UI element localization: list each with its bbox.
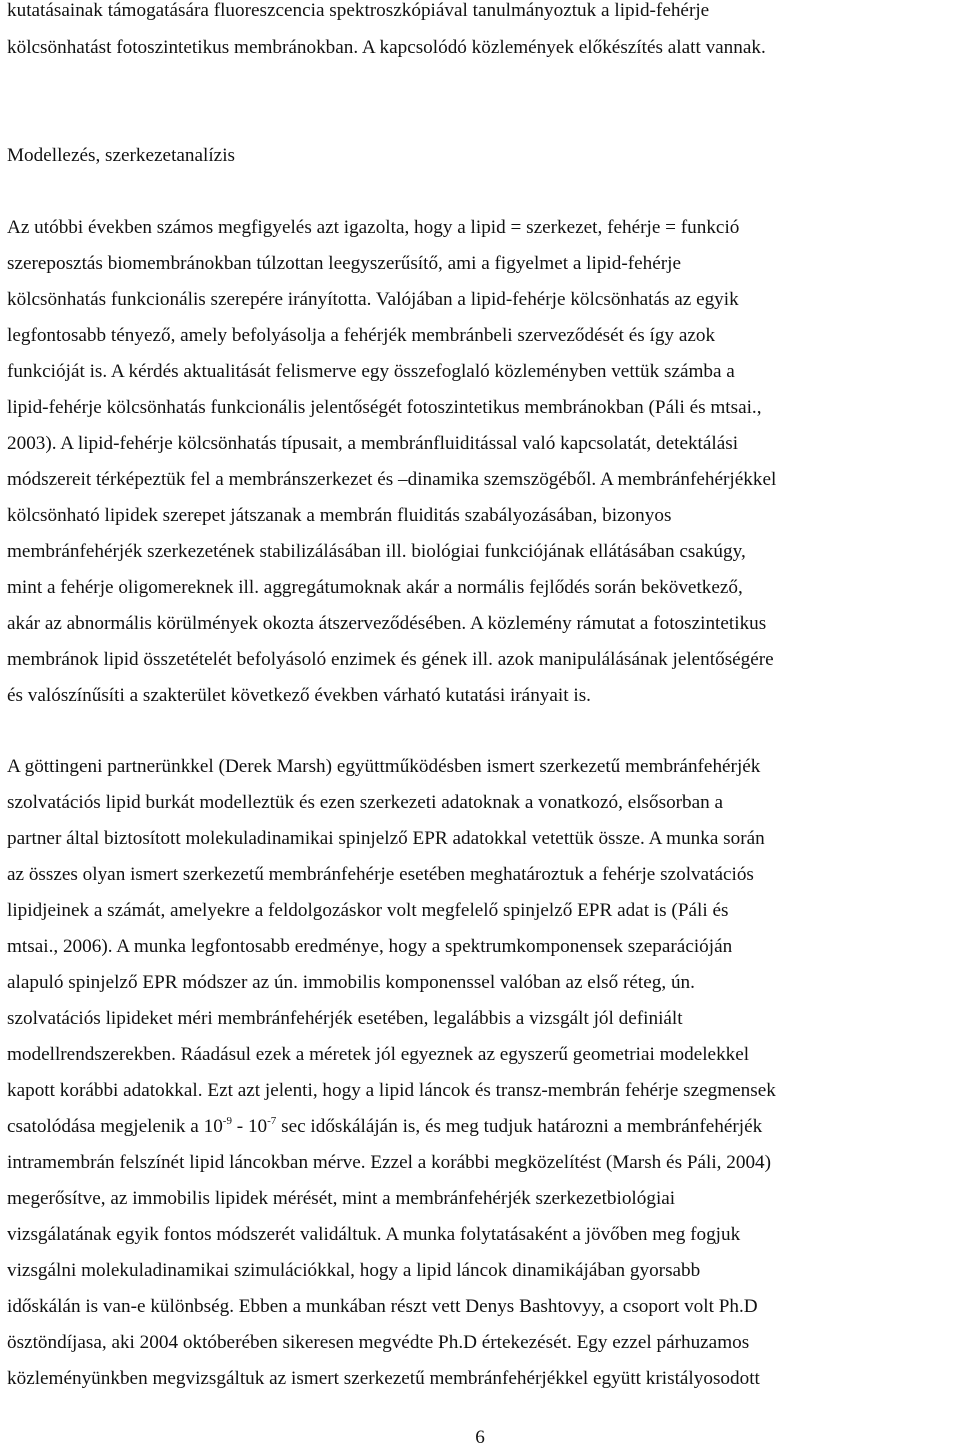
text-line: legfontosabb tényező, amely befolyásolja a fehérjék membránbeli szerveződését és így azok bbox=[7, 325, 716, 346]
text-line-timescale bbox=[7, 1116, 762, 1140]
text-line: kapott korábbi adatokkal. Ezt azt jelenti, hogy a lipid láncok és transz-membrán fehérje szegmensek bbox=[7, 1080, 776, 1101]
page-number: 6 bbox=[475, 1427, 485, 1448]
text-line: kölcsönható lipidek szerepet játszanak a membrán fluiditás szabályozásában, bizonyos bbox=[7, 505, 672, 526]
text-line: kölcsönhatás funkcionális szerepére irányította. Valójában a lipid-fehérje kölcsönhatás az egyik bbox=[7, 289, 739, 310]
text-line: lipidjeinek a számát, amelyekre a feldolgozáskor volt megfelelő spinjelző EPR adat is (Páli és bbox=[7, 900, 729, 921]
text-line: kutatásainak támogatására fluoreszcencia spektroszkópiával tanulmányoztuk a lipid-fehérje bbox=[7, 0, 710, 21]
text-line: vizsgálatának egyik fontos módszerét validáltuk. A munka folytatásaként a jövőben meg fogjuk bbox=[7, 1224, 741, 1245]
timescale-suffix: sec időskáláján is, és meg tudjuk határozni a membránfehérjék bbox=[276, 1116, 763, 1137]
text-line: membránok lipid összetételét befolyásoló enzimek és gének ill. azok manipulálásának jelentőségére bbox=[7, 649, 774, 670]
text-line: alapuló spinjelző EPR módszer az ún. immobilis komponenssel valóban az első réteg, ún. bbox=[7, 972, 695, 993]
text-line: kölcsönhatást fotoszintetikus membránokban. A kapcsolódó közlemények előkészítés alatt vannak. bbox=[7, 37, 766, 58]
text-line: az összes olyan ismert szerkezetű membránfehérje esetében meghatároztuk a fehérje szolvatációs bbox=[7, 864, 754, 885]
exponent: -7 bbox=[267, 1115, 277, 1127]
text-line: szolvatációs lipideket méri membránfehérjék esetében, legalábbis a vizsgált jól definiált bbox=[7, 1008, 683, 1029]
text-line: A göttingeni partnerünkkel (Derek Marsh) együttműködésben ismert szerkezetű membránfehérjék bbox=[7, 756, 761, 777]
text-line: vizsgálni molekuladinamikai szimulációkkal, hogy a lipid láncok dinamikájában gyorsabb bbox=[7, 1260, 701, 1281]
text-line: és valószínűsíti a szakterület következő években várható kutatási irányait is. bbox=[7, 685, 591, 706]
text-line: közleményünkben megvizsgáltuk az ismert szerkezetű membránfehérjékkel együtt kristályosodott bbox=[7, 1368, 760, 1389]
text-line: membránfehérjék szerkezetének stabilizálásában ill. biológiai funkciójának ellátásában csakúgy, bbox=[7, 541, 746, 562]
text-line: modellrendszerekben. Ráadásul ezek a méretek jól egyeznek az egyszerű geometriai modelekkel bbox=[7, 1044, 750, 1065]
text-line: 2003). A lipid-fehérje kölcsönhatás típusait, a membránfluiditással való kapcsolatát, detektálási bbox=[7, 433, 739, 454]
text-line: szereposztás biomembránokban túlzottan leegyszerűsítő, ami a figyelmet a lipid-fehérje bbox=[7, 253, 681, 274]
text-line: partner által biztosított molekuladinamikai spinjelző EPR adatokkal vetettük össze. A munka során bbox=[7, 828, 765, 849]
text-line: intramembrán felszínét lipid láncokban mérve. Ezzel a korábbi megközelítést (Marsh és Páli, 2004) bbox=[7, 1152, 772, 1173]
text-line: megerősítve, az immobilis lipidek mérését, mint a membránfehérjék szerkezetbiológiai bbox=[7, 1188, 676, 1209]
exponent: -9 bbox=[222, 1115, 232, 1127]
text-line: mtsai., 2006). A munka legfontosabb eredménye, hogy a spektrumkomponensek szeparációján bbox=[7, 936, 733, 957]
text-line: akár az abnormális körülmények okozta átszerveződésében. A közlemény rámutat a fotoszintetikus bbox=[7, 613, 767, 634]
text-line: mint a fehérje oligomereknek ill. aggregátumoknak akár a normális fejlődés során bekövetkező, bbox=[7, 577, 743, 598]
text-line: ösztöndíjasa, aki 2004 októberében sikeresen megvédte Ph.D értekezését. Egy ezzel párhuzamos bbox=[7, 1332, 750, 1353]
text-line: szolvatációs lipid burkát modelleztük és ezen szerkezeti adatoknak a vonatkozó, elsősorban a bbox=[7, 792, 724, 813]
text-line: funkcióját is. A kérdés aktualitását felismerve egy összefoglaló közleményben vettük számba a bbox=[7, 361, 735, 382]
text-line: időskálán is van-e különbség. Ebben a munkában részt vett Denys Bashtovyy, a csoport volt Ph.D bbox=[7, 1296, 758, 1317]
section-heading: Modellezés, szerkezetanalízis bbox=[7, 145, 236, 166]
timescale-prefix: csatolódása megjelenik a 10 bbox=[7, 1116, 223, 1137]
text-line: lipid-fehérje kölcsönhatás funkcionális jelentőségét fotoszintetikus membránokban (Páli és mtsai., bbox=[7, 397, 762, 418]
text-line: Az utóbbi években számos megfigyelés azt igazolta, hogy a lipid = szerkezet, fehérje = funkció bbox=[7, 217, 740, 238]
timescale-middle: - 10 bbox=[231, 1116, 268, 1137]
text-line: módszereit térképeztük fel a membránszerkezet és –dinamika szemszögéből. A membránfehérjékkel bbox=[7, 469, 777, 490]
